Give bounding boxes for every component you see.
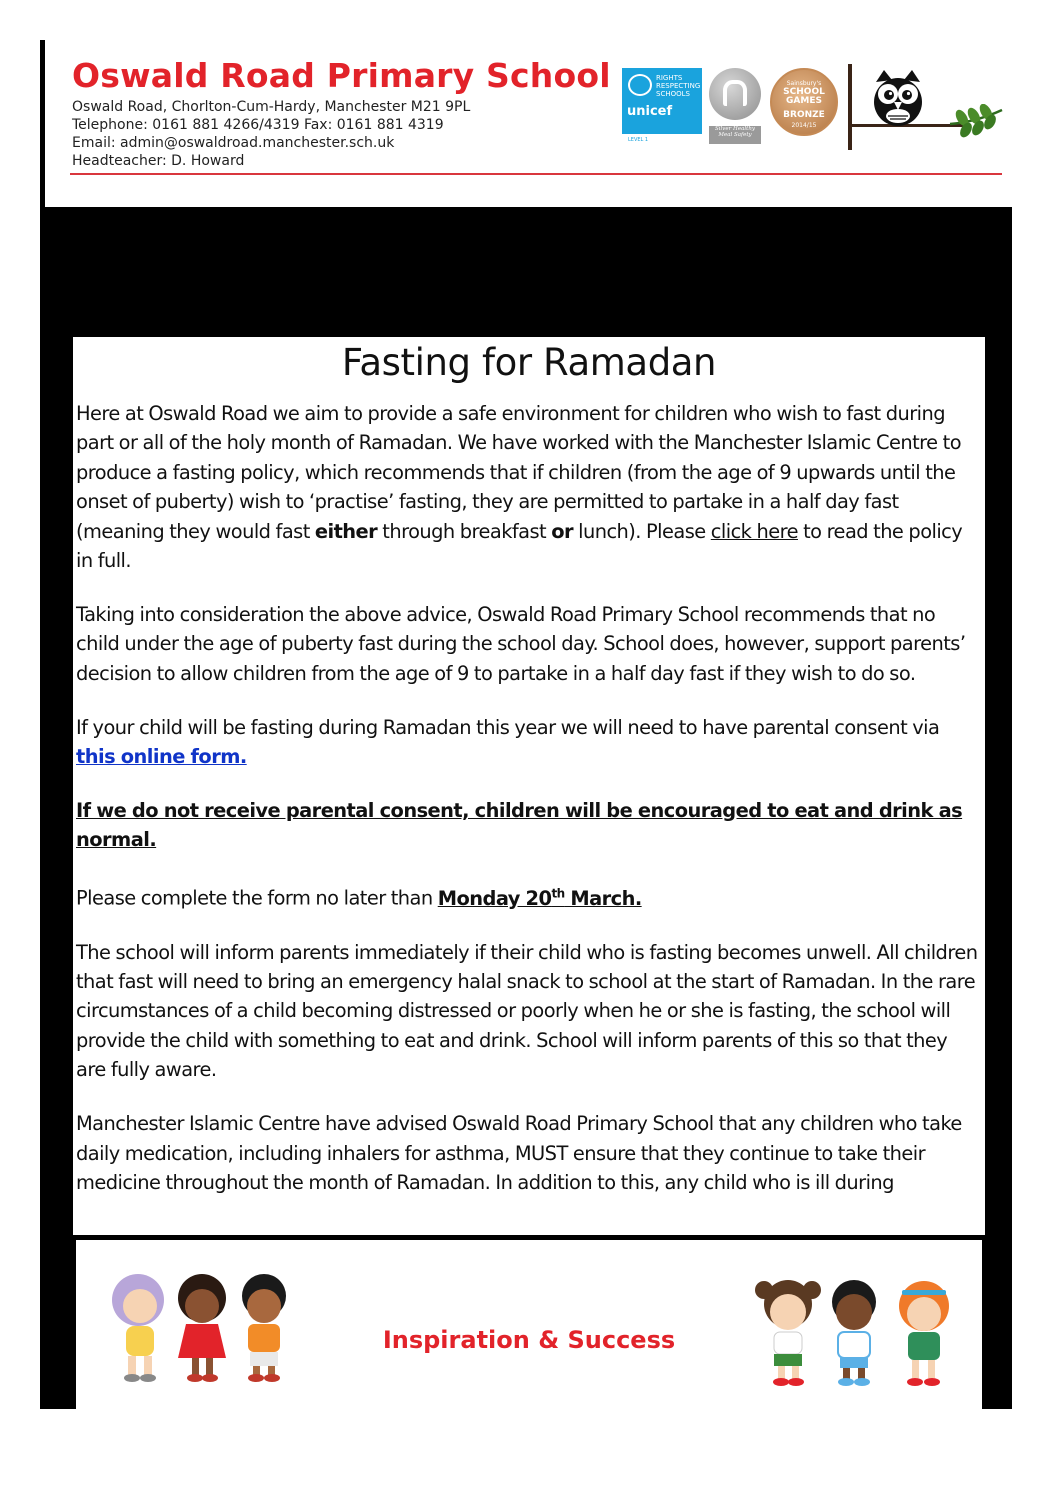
footer-banner — [76, 1240, 982, 1409]
school-games-level: BRONZE — [783, 110, 825, 120]
paragraph-intro — [76, 399, 982, 575]
healthy-schools-caption: Silver Healthy Meal Safety — [709, 126, 761, 144]
deadline-date-month: March. — [564, 886, 642, 910]
intro-text-d: to read the policy in full. — [76, 519, 963, 573]
intro-text-c: lunch). Please — [573, 519, 711, 543]
deadline-text: Please complete the form no later than — [76, 886, 438, 910]
school-telephone: Telephone: 0161 881 4266/4319 Fax: 0161 881 4319 — [72, 117, 444, 133]
paragraph-deadline — [76, 879, 982, 913]
rights-respecting-schools-badge — [622, 68, 702, 143]
paragraph-medication: Manchester Islamic Centre have advised Oswald Road Primary School that any children who take daily medication, including inhalers for asthma, MUST ensure that they continue to take their medicine throughout the month of Ramadan. In addition to this, any child who is ill during — [76, 1112, 962, 1194]
leaves-icon — [948, 104, 1004, 138]
deadline-date-day: Monday 20 — [437, 886, 552, 910]
rrs-level: LEVEL 1 — [628, 137, 649, 143]
paragraph-recommendation: Taking into consideration the above advice, Oswald Road Primary School recommends that no child under the age of puberty fast during the school day. School does, however, support parents’ decision to allow children from the age of 9 to partake in a half day fast if they wish to do so. — [76, 602, 966, 685]
school-games-name: SCHOOL GAMES — [783, 87, 825, 106]
letterhead-bar — [40, 40, 45, 208]
intro-text-b: through breakfast — [377, 519, 552, 543]
school-games-badge — [770, 68, 838, 136]
healthy-schools-badge — [709, 68, 761, 120]
letter-body — [73, 337, 985, 1235]
emphasis-or: or — [551, 519, 574, 543]
page-title: Fasting for Ramadan — [341, 341, 717, 384]
school-address: Oswald Road, Chorlton-Cum-Hardy, Manchester M21 9PL — [72, 99, 471, 115]
online-form-link[interactable]: this online form. — [76, 745, 247, 769]
emphasis-either: either — [314, 519, 378, 543]
deadline-date-suffix: th — [551, 886, 565, 901]
unicef-logo-text: unicef — [627, 104, 673, 119]
school-email: Email: admin@oswaldroad.manchester.sch.uk — [72, 135, 395, 151]
owl-post — [848, 64, 852, 150]
letterhead-rule — [70, 173, 1002, 175]
paragraph-warning — [76, 796, 982, 855]
deadline-date — [438, 887, 642, 910]
paragraph-wellbeing: The school will inform parents immediately if their child who is fasting becomes unwell. All children that fast will need to bring an emergency halal snack to school at the start of Ramadan. In the rare circumstances of a child becoming distressed or poorly when he or she is fasting, the school will provide the child with something to eat and drink. School will inform parents of this so that they are fully aware. — [76, 940, 978, 1082]
consent-text: If your child will be fasting during Ramadan this year we will need to have parental consent via — [76, 715, 940, 739]
school-name: Oswald Road Primary School — [72, 56, 611, 95]
figures-icon — [723, 80, 747, 106]
headteacher: Headteacher: D. Howard — [72, 153, 245, 169]
consent-warning: If we do not receive parental consent, children will be encouraged to eat and drink as normal. — [76, 798, 963, 852]
rrs-badge-text: RIGHTS RESPECTING SCHOOLS — [656, 74, 701, 98]
school-games-year: 2014/15 — [791, 122, 817, 129]
paragraph-consent — [76, 713, 982, 772]
policy-link[interactable]: click here — [710, 519, 798, 543]
owl-logo-icon — [868, 66, 928, 128]
rrs-globe-icon — [628, 74, 652, 96]
children-illustration-right-icon — [746, 1270, 971, 1390]
intro-text-a: Here at Oswald Road we aim to provide a safe environment for children who wish to fast during part or all of the holy month of Ramadan. We have worked with the Manchester Islamic Centre to produce a fasting policy, which recommends that if children (from the age of 9 upwards until the onset of puberty) wish to ‘practise’ fasting, they are permitted to partake in a half day fast (meaning they would fast — [76, 402, 962, 543]
school-slogan: Inspiration & Success — [382, 1326, 676, 1354]
school-games-sponsor: Sainsbury's — [786, 80, 822, 87]
